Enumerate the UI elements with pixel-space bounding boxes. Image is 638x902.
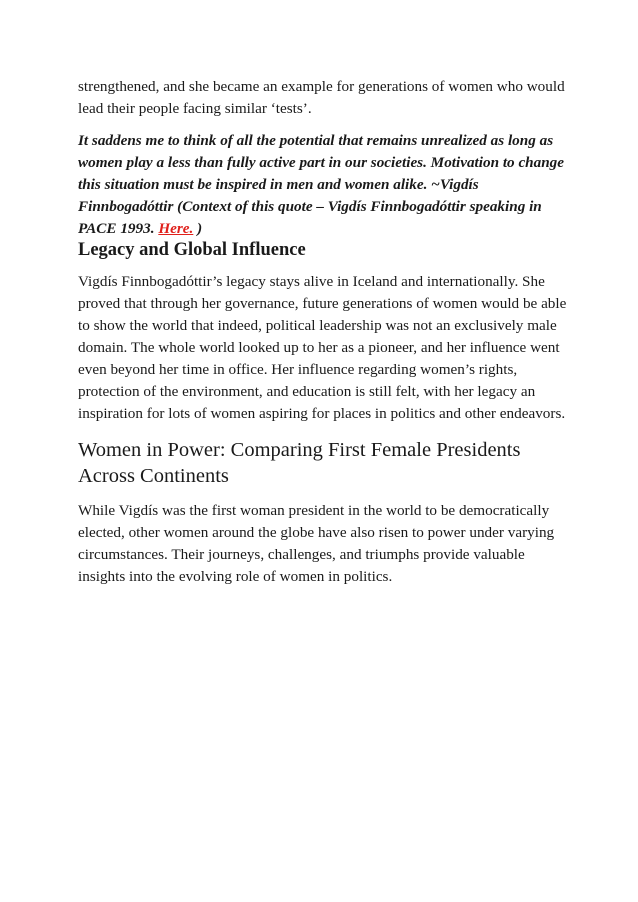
- quote-closing: ): [193, 220, 203, 237]
- intro-paragraph: strengthened, and she became an example for generations of women who would lead their people facing similar ‘tests’.: [78, 78, 565, 117]
- document-page: [78, 76, 568, 588]
- quote-text: It saddens me to think of all the potential that remains unrealized as long as women play a less than fully active part in our societies. Motivation to change this situation must be inspired in men and women alike. ~Vigdís Finnbogadóttir (Context of this quote – Vigdís Finnbogadóttir speaking in PACE 1993.: [78, 132, 565, 237]
- women-in-power-heading: Women in Power: Comparing First Female Presidents Across Continents: [78, 439, 521, 487]
- women-in-power-paragraph: While Vigdís was the first woman president in the world to be democratically elected, other women around the globe have also risen to power under varying circumstances. Their journeys, challenges, and triumphs provide valuable insights into the evolving role of women in politics.: [78, 502, 555, 585]
- quote-block: [78, 130, 568, 240]
- legacy-heading: Legacy and Global Influence: [78, 240, 306, 260]
- legacy-paragraph: Vigdís Finnbogadóttir’s legacy stays alive in Iceland and internationally. She proved that through her governance, future generations of women would be able to show the world that indeed, political leadership was not an exclusively male domain. The whole world looked up to her as a pioneer, and her influence went even beyond her time in office. Her influence regarding women’s rights, protection of the environment, and education is still felt, with her legacy an inspiration for lots of women aspiring for places in politics and other endeavors.: [78, 273, 567, 422]
- quote-source-link[interactable]: Here.: [158, 220, 194, 237]
